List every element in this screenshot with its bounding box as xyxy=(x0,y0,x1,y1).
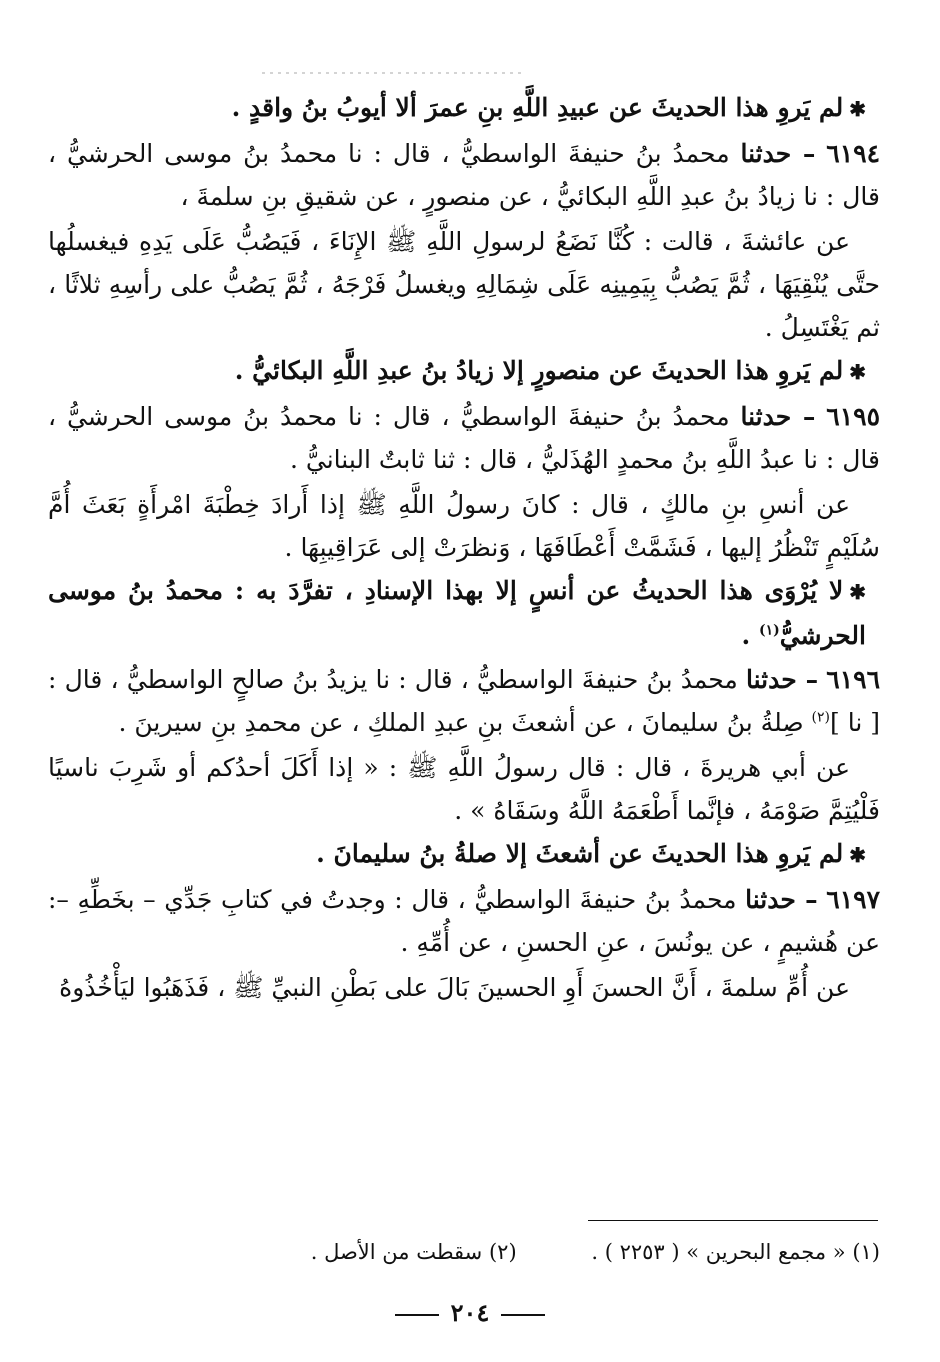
footnote-ref: (١) xyxy=(758,622,780,639)
hadith-isnad xyxy=(48,395,880,481)
hadith-matn: عن أنسِ بنِ مالكٍ ، قال : كانَ رسولُ اللَّهِ ﷺ إذا أَرادَ خِطْبَةَ امْرأَةٍ بَعَثَ أُمَّ سُلَيْمٍ تَنْظُرُ إليها ، فَشَمَّتْ أَعْطَافَهَا ، وَنظرَتْ إلى عَرَاقِيبِهَا . xyxy=(48,490,880,562)
footnote-item xyxy=(311,1236,517,1268)
hadith-matn: عن أُمِّ سلمةَ ، أَنَّ الحسنَ أَوِ الحسينَ بَالَ على بَطْنِ النبيِّ ﷺ ، فَذَهَبُوا ليَأْخُذُوهُ xyxy=(59,973,850,1002)
page-number-dash xyxy=(395,1314,439,1316)
asterism-icon: ✱ xyxy=(849,360,866,384)
isnad-text: محمدُ بنُ حنيفةَ الواسطيُّ ، قال : نا محمدُ بنُ موسى الحرشيُّ ، قال : نا عبدُ اللَّهِ بنُ محمدٍ الهُذَليُّ ، قال : ثنا ثابتٌ البنانيُّ . xyxy=(48,402,880,474)
footnote-mark: (٢) xyxy=(488,1240,517,1264)
hadith-number: ٦١٩٥ xyxy=(826,402,880,431)
editor-note xyxy=(48,86,880,131)
hadith-isnad xyxy=(48,658,880,744)
isnad-text-cont: صِلةُ بنُ سليمانَ ، عن أشعثَ بنِ عبدِ الملكِ ، عن محمدِ بنِ سيرينَ . xyxy=(118,708,812,737)
isnad-text: محمدُ بنُ حنيفةَ الواسطيُّ ، قال : وجدتُ في كتابِ جَدِّي – بخَطِّهِ –: عن هُشيمٍ ، عن يونُسَ ، عنِ الحسنِ ، عن أُمِّهِ . xyxy=(48,885,880,957)
hadith-intro: – حدثنا xyxy=(745,665,819,694)
footnote-ref: (٢) xyxy=(811,709,831,726)
note-text: لم يَروِ هذا الحديثَ عن منصورٍ إلا زيادُ بنُ عبدِ اللَّهِ البكائيُّ . xyxy=(234,356,844,385)
asterism-icon: ✱ xyxy=(849,97,866,121)
footnote-text: « مجمع البحرين » ( ٢٢٥٣ ) . xyxy=(591,1240,846,1264)
footnote-text: سقطت من الأصل . xyxy=(310,1240,483,1264)
footnote-item xyxy=(591,1236,880,1268)
note-text: لم يَروِ هذا الحديثَ عن أشعثَ إلا صلةُ بنُ سليمانَ . xyxy=(316,839,844,868)
isnad-text: محمدُ بنُ حنيفةَ الواسطيُّ ، قال : نا يزيدُ بنُ صالحٍ الواسطيُّ ، قال : [ نا ] xyxy=(48,665,880,737)
footnotes xyxy=(48,1236,880,1268)
editor-note xyxy=(48,569,880,657)
header-decoration xyxy=(262,72,522,74)
page-number-dash xyxy=(501,1314,545,1316)
editor-note xyxy=(48,832,880,877)
asterism-icon: ✱ xyxy=(849,580,866,604)
isnad-text: محمدُ بنُ حنيفةَ الواسطيُّ ، قال : نا محمدُ بنُ موسى الحرشيُّ ، قال : نا زيادُ بنُ عبدِ اللَّهِ البكائيُّ ، عن منصورٍ ، عن شقيقِ بنِ سلمةَ ، xyxy=(48,139,880,211)
hadith-intro: – حدثنا xyxy=(740,402,816,431)
asterism-icon: ✱ xyxy=(849,843,866,867)
hadith-intro: – حدثنا xyxy=(745,885,818,914)
note-text: لا يُرْوَى هذا الحديثُ عن أنسٍ إلا بهذا الإسنادِ ، تفرَّدَ به : محمدُ بنُ موسى الحرشيُّ xyxy=(48,576,866,650)
hadith-number: ٦١٩٤ xyxy=(826,139,880,168)
hadith-intro: – حدثنا xyxy=(740,139,816,168)
page-number xyxy=(0,1298,940,1327)
footnote-separator xyxy=(588,1220,878,1221)
hadith-matn: عن أبي هريرةَ ، قال : قال رسولُ اللَّهِ ﷺ : « إذا أَكَلَ أحدُكم أو شَرِبَ ناسيًا فَلْيُتِمَّ صَوْمَهُ ، فإنَّما أَطْعَمَهُ اللَّهُ وسَقَاهُ » . xyxy=(48,753,880,825)
hadith-isnad xyxy=(48,878,880,964)
main-text xyxy=(48,86,880,1009)
footnote-mark: (١) xyxy=(852,1240,880,1264)
note-suffix: . xyxy=(741,621,759,650)
hadith-isnad xyxy=(48,132,880,218)
hadith-number: ٦١٩٦ xyxy=(826,665,880,694)
editor-note xyxy=(48,349,880,394)
page-number-text: ٢٠٤ xyxy=(450,1298,490,1327)
note-text: لم يَروِ هذا الحديثَ عن عبيدِ اللَّهِ بنِ عمرَ ألا أيوبُ بنُ واقدٍ . xyxy=(231,93,844,122)
hadith-matn: عن عائشةَ ، قالت : كُنَّا نَضَعُ لرسولِ اللَّهِ ﷺ الإِنَاءَ ، فَيَصُبُّ عَلَى يَدِهِ فيغسلُها حتَّى يُنْقِيَهَا ، ثُمَّ يَصُبُّ بِيَمِينِه عَلَى شِمَالِهِ ويغسلُ فَرْجَهُ ، ثُمَّ يَصُبُّ على رأسِهِ ثلاثًا ، ثم يَغْتَسِلُ . xyxy=(48,227,880,342)
hadith-number: ٦١٩٧ xyxy=(826,885,881,914)
